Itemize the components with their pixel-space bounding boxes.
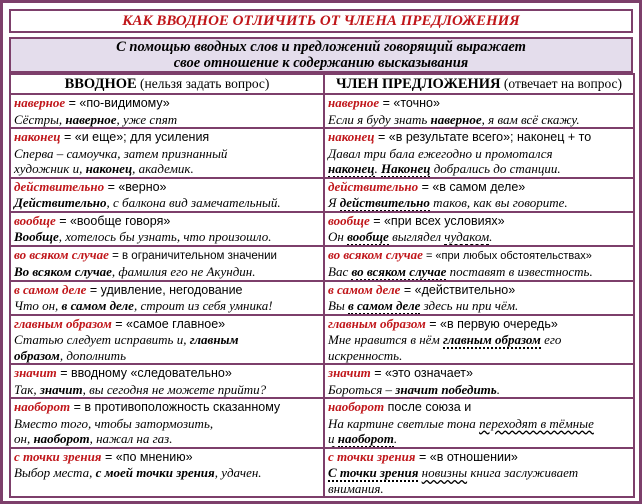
member-cell: с точки зрения = «в отношении» С точки зрения новизны книга заслуживает внимания. (324, 448, 634, 498)
member-cell: во всяком случае = «при любых обстоятельствах» Вас во всяком случае поставят в известность. (324, 246, 634, 281)
header-introductory: ВВОДНОЕ (нельзя задать вопрос) (10, 74, 324, 94)
subtitle-line-2: свое отношение к содержанию высказывания (173, 55, 469, 71)
introductory-cell: во всяком случае = в ограничительном значении Во всяком случае, фамилия его не Акундин. (10, 246, 324, 281)
header-sentence-member: ЧЛЕН ПРЕДЛОЖЕНИЯ (отвечает на вопрос) (324, 74, 634, 94)
table-row (10, 94, 634, 128)
member-cell: вообще = «при всех условиях» Он вообще выглядел чудаком. (324, 212, 634, 246)
table-row (10, 448, 634, 498)
member-cell: наконец = «в результате всего»; наконец + то Давал три бала ежегодно и промотался наконец. Наконец добрались до станции. (324, 128, 634, 178)
introductory-cell: действительно = «верно» Действительно, с балкона вид замечательный. (10, 178, 324, 212)
header-row (10, 74, 634, 94)
table-row (10, 128, 634, 178)
introductory-cell: в самом деле = удивление, негодование Что он, в самом деле, строит из себя умника! (10, 281, 324, 315)
table-row (10, 178, 634, 212)
member-cell: главным образом = «в первую очередь» Мне нравится в нём главным образом его искренность. (324, 315, 634, 365)
member-cell: наверное = «точно» Если я буду знать наверное, я вам всё скажу. (324, 94, 634, 128)
comparison-table (9, 73, 635, 498)
introductory-cell: наверное = «по-видимому» Сёстры, наверное, уже спят (10, 94, 324, 128)
introductory-cell: главным образом = «самое главное» Статью следует исправить и, главным образом, дополнить (10, 315, 324, 365)
table-row (10, 364, 634, 398)
table-row (10, 281, 634, 315)
member-cell: значит = «это означает» Бороться – значит победить. (324, 364, 634, 398)
table-row (10, 246, 634, 281)
introductory-cell: вообще = «вообще говоря» Вообще, хотелось бы узнать, что произошло. (10, 212, 324, 246)
page-title: КАК ВВОДНОЕ ОТЛИЧИТЬ ОТ ЧЛЕНА ПРЕДЛОЖЕНИЯ (9, 9, 633, 33)
introductory-cell: наконец = «и еще»; для усиления Сперва – самоучка, затем признанный художник и, наконец, академик. (10, 128, 324, 178)
table-row (10, 212, 634, 246)
member-cell: наоборот после союза и На картине светлые тона переходят в тёмные и наоборот. (324, 398, 634, 448)
introductory-cell: с точки зрения = «по мнению» Выбор места, с моей точки зрения, удачен. (10, 448, 324, 498)
table-row (10, 398, 634, 448)
table-row (10, 315, 634, 365)
introductory-cell: наоборот = в противоположность сказанному Вместо того, чтобы затормозить, он, наоборот, нажал на газ. (10, 398, 324, 448)
member-cell: действительно = «в самом деле» Я действительно таков, как вы говорите. (324, 178, 634, 212)
subtitle-box (9, 37, 633, 73)
member-cell: в самом деле = «действительно» Вы в самом деле здесь ни при чём. (324, 281, 634, 315)
subtitle-line-1: С помощью вводных слов и предложений говорящий выражает (116, 39, 526, 55)
introductory-cell: значит = вводному «следовательно» Так, значит, вы сегодня не можете прийти? (10, 364, 324, 398)
